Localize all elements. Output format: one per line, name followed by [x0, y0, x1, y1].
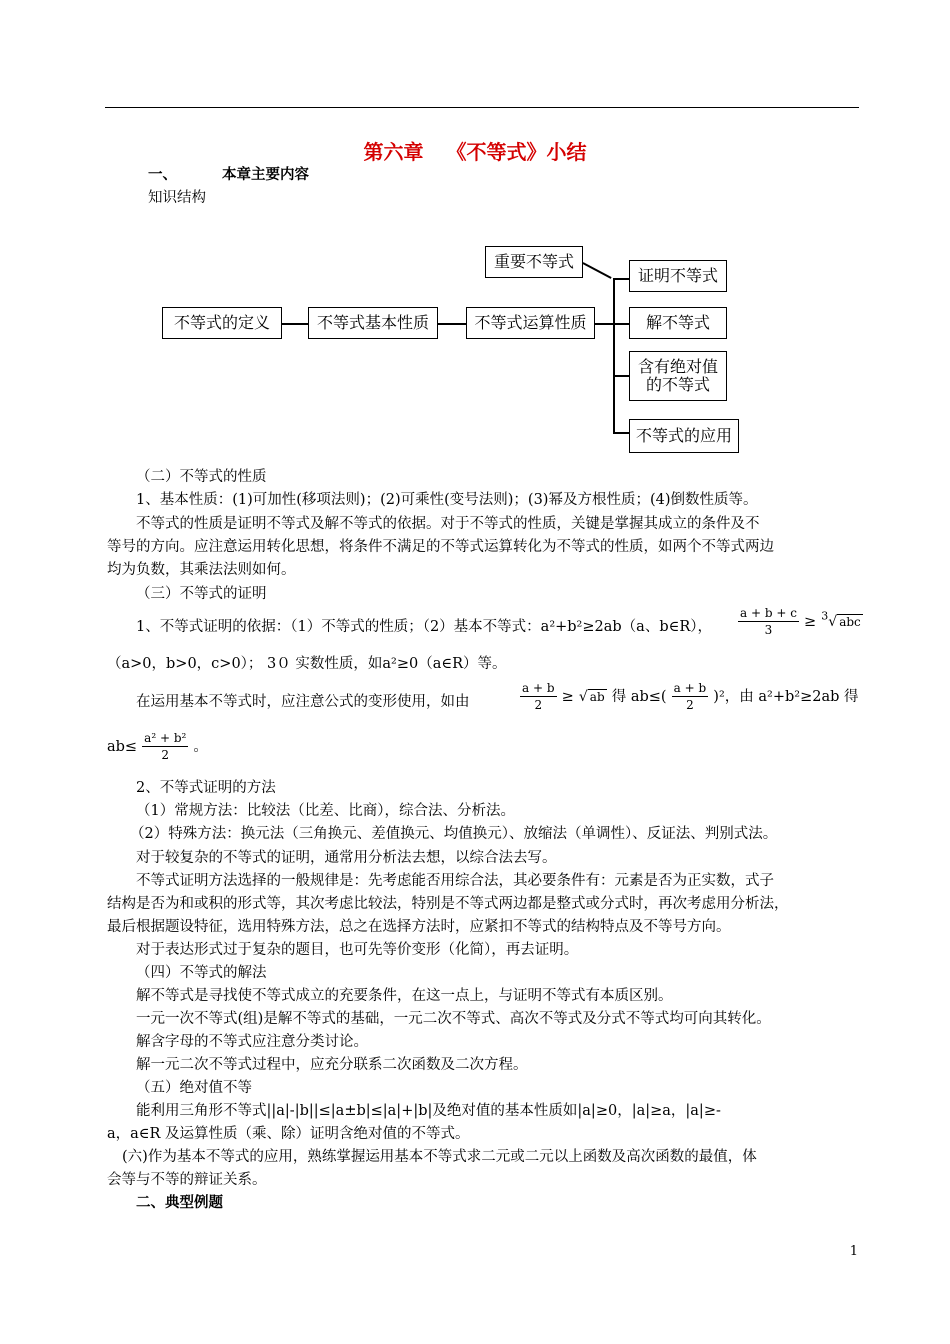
box-prove-inequality: 证明不等式 — [629, 260, 727, 292]
s3-m2: （2）特殊方法：换元法（三角换元、差值换元、均值换元）、放缩法（单调性）、反证法、判别式法。 — [130, 826, 778, 842]
section1-number: 一、 — [148, 167, 177, 183]
connector-line — [583, 262, 612, 278]
connector-line — [613, 323, 629, 325]
fraction-denominator: 2 — [161, 748, 170, 762]
chapter-label: 第六章 — [363, 140, 424, 164]
s2-heading: （二）不等式的性质 — [136, 469, 267, 485]
s2-p1: 1、基本性质：(1)可加性(移项法则)；(2)可乘性(变号法则)；(3)幂及方根性质；(4)倒数性质等。 — [136, 492, 758, 508]
s4-p2: 一元一次不等式(组)是解不等式的基础，一元二次不等式、高次不等式及分式不等式均可向其转化。 — [136, 1011, 771, 1027]
radicand: ab — [589, 690, 605, 704]
fraction-numerator: a + b — [673, 681, 707, 695]
section1-sub: 知识结构 — [148, 190, 206, 206]
s5-heading: （五）绝对值不等 — [136, 1080, 252, 1096]
formula-am-gm — [520, 680, 859, 713]
s4-p1: 解不等式是寻找使不等式成立的充要条件，在这一点上，与证明不等式有本质区别。 — [136, 988, 673, 1004]
s3-p3-post: 。 — [193, 739, 208, 755]
fraction-numerator: a + b — [522, 681, 555, 695]
connector-line — [437, 323, 467, 325]
radical-sign-icon: √ — [578, 689, 588, 705]
box-application: 不等式的应用 — [629, 419, 739, 453]
connector-line — [594, 323, 614, 325]
fraction — [142, 730, 188, 763]
connector-line — [281, 323, 309, 325]
s5-p1b: a，a∈R 及运算性质（乘、除）证明含绝对值的不等式。 — [107, 1126, 470, 1142]
s3-p1b: （a>0，b>0，c>0）； 3０ 实数性质，如a²≥0（a∈R）等。 — [107, 656, 507, 672]
s2-p2b: 等号的方向。应注意运用转化思想，将条件不满足的不等式运算转化为不等式的性质，如两个不等式两边 — [107, 539, 774, 555]
connector-line — [613, 375, 629, 377]
page-number: 1 — [849, 1244, 858, 1259]
s5-p1a: 能利用三角形不等式||a|-|b||≤|a±b|≤|a|+|b|及绝对值的基本性质如|a|≥0，|a|≥a，|a|≥- — [136, 1103, 721, 1119]
fraction-denominator: 2 — [534, 698, 543, 712]
formula-ab-bound — [107, 730, 208, 763]
connector-line — [613, 432, 629, 434]
s3-m1: （1）常规方法：比较法（比差、比商），综合法、分析法。 — [136, 803, 515, 819]
s3-p3-pre: ab≤ — [107, 739, 138, 755]
root-index: 3 — [821, 609, 829, 623]
s6-p1a: (六)作为基本不等式的应用，熟练掌握运用基本不等式求二元或二元以上函数及高次函数的最值，体 — [122, 1149, 757, 1165]
box-solve-inequality: 解不等式 — [629, 307, 727, 339]
ge-sign: ≥ — [804, 614, 817, 630]
section2-heading: 二、典型例题 — [136, 1195, 223, 1211]
s3-p2-pre: 在运用基本不等式时，应注意公式的变形使用，如由 — [136, 694, 470, 710]
ge-sign: ≥ — [561, 689, 574, 705]
box-operation-properties: 不等式运算性质 — [466, 307, 595, 339]
s3-m5: 对于表达形式过于复杂的题目，也可先等价变形（化简），再去证明。 — [136, 942, 579, 958]
box-absolute-line2: 的不等式 — [645, 375, 710, 394]
radicand: abc — [839, 615, 861, 629]
page-title — [0, 136, 950, 165]
fraction — [738, 605, 799, 638]
s2-p2a: 不等式的性质是证明不等式及解不等式的依据。对于不等式的性质，关键是掌握其成立的条件及不 — [136, 516, 760, 532]
s3-p2-post: )²，由 a²+b²≥2ab 得 — [713, 689, 859, 705]
s3-p2-mid: 得 ab≤( — [611, 689, 667, 705]
s3-methods-heading: 2、不等式证明的方法 — [136, 780, 276, 796]
s4-heading: （四）不等式的解法 — [136, 965, 267, 981]
formula-mean3 — [738, 605, 863, 638]
box-important-inequality: 重要不等式 — [485, 246, 583, 278]
fraction — [672, 680, 709, 713]
s3-p1a: 1、不等式证明的依据：（1）不等式的性质；（2）基本不等式：a²+b²≥2ab（a、b∈R）， — [136, 619, 713, 635]
chapter-name: 《不等式》小结 — [446, 140, 587, 164]
radical-sign-icon: √ — [828, 614, 838, 630]
s3-heading: （三）不等式的证明 — [136, 586, 267, 602]
fraction-denominator: 3 — [764, 623, 773, 637]
s4-p3: 解含字母的不等式应注意分类讨论。 — [136, 1034, 368, 1050]
s2-p2c: 均为负数，其乘法法则如何。 — [107, 562, 296, 578]
connector-line — [613, 278, 615, 433]
fraction-denominator: 2 — [686, 698, 694, 712]
section1-heading: 本章主要内容 — [222, 167, 309, 183]
s3-m4c: 最后根据题设特征，选用特殊方法，总之在选择方法时，应紧扣不等式的结构特点及不等号方向。 — [107, 919, 731, 935]
top-rule — [105, 107, 859, 108]
s3-m4b: 结构是否为和或积的形式等，其次考虑比较法，特别是不等式两边都是整式或分式时，再次考虑用分析法， — [107, 896, 789, 912]
box-definition: 不等式的定义 — [162, 307, 282, 339]
box-basic-properties: 不等式基本性质 — [308, 307, 438, 339]
fraction-numerator: a² + b² — [144, 731, 187, 745]
s4-p4: 解一元二次不等式过程中，应充分联系二次函数及二次方程。 — [136, 1057, 528, 1073]
box-absolute-value-inequality — [629, 351, 727, 401]
connector-line — [613, 278, 629, 280]
fraction-numerator: a + b + c — [740, 606, 797, 620]
s3-m3: 对于较复杂的不等式的证明，通常用分析法去想，以综合法去写。 — [136, 850, 557, 866]
s6-p1b: 会等与不等的辩证关系。 — [107, 1172, 267, 1188]
s3-m4a: 不等式证明方法选择的一般规律是：先考虑能否用综合法，其必要条件有：元素是否为正实数，式子 — [136, 873, 774, 889]
box-absolute-line1: 含有绝对值 — [637, 357, 718, 376]
fraction — [520, 680, 557, 713]
